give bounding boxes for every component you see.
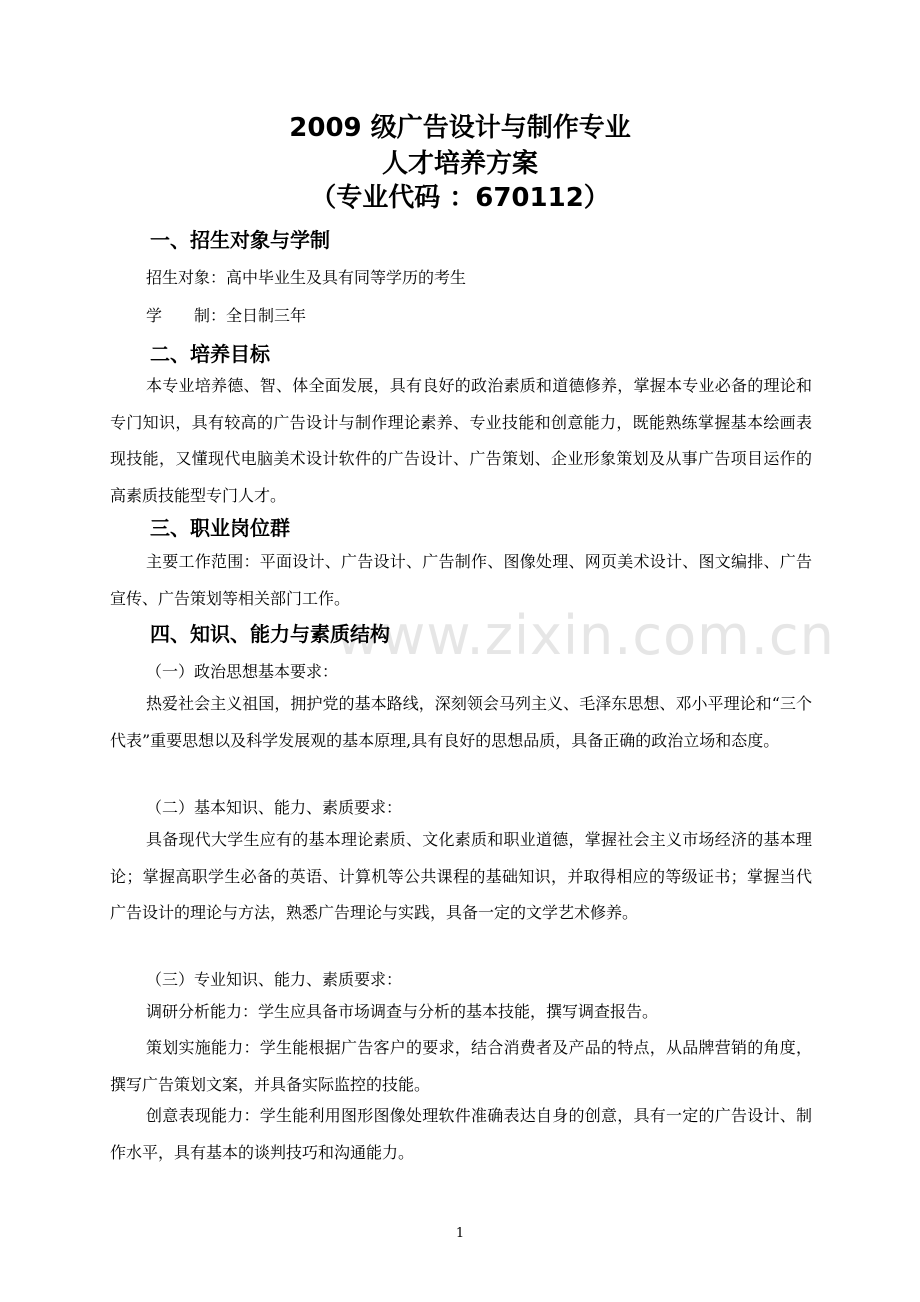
- section-heading-4: 四、知识、能力与素质结构: [150, 622, 390, 646]
- section-heading-1: 一、招生对象与学制: [150, 228, 330, 252]
- enrollment-target: [146, 266, 466, 290]
- subsection-heading-3: （三）专业知识、能力、素质要求：: [146, 970, 403, 989]
- research-analysis-paragraph: 调研分析能力：学生应具备市场调查与分析的基本技能，撰写调查报告。: [146, 1002, 659, 1021]
- watermark: www.zixin.com.cn: [336, 604, 835, 667]
- enrollment-target-value: 高中毕业生及具有同等学历的考生: [226, 268, 467, 287]
- document-title-line3: （专业代码 ：670112）: [310, 183, 610, 213]
- subsection-heading-1: （一）政治思想基本要求：: [146, 662, 339, 681]
- education-system-label: 学 制：: [146, 306, 227, 325]
- job-scope-paragraph: 主要工作范围：平面设计、广告设计、广告制作、图像处理、网页美术设计、图文编排、广告宣传、广告策划等相关部门工作。: [110, 552, 812, 608]
- training-goal-paragraph: 本专业培养德、智、体全面发展，具有良好的政治素质和道德修养，掌握本专业必备的理论和专门知识，具有较高的广告设计与制作理论素养、专业技能和创意能力，既能熟练掌握基本绘画表现技能，又懂现代电脑美术设计软件的广告设计、广告策划、企业形象策划及从事广告项目运作的高素质技能型专门人才。: [110, 376, 812, 505]
- document-title-line1: 2009 级广告设计与制作专业: [289, 113, 631, 143]
- political-requirements-paragraph: 热爱社会主义祖国，拥护党的基本路线，深刻领会马列主义、毛泽东思想、邓小平理论和“三个代表”重要思想以及科学发展观的基本原理,具有良好的思想品质，具备正确的政治立场和态度。: [110, 694, 812, 750]
- education-system-value: 全日制三年: [226, 306, 307, 325]
- enrollment-target-label: 招生对象：: [146, 268, 227, 287]
- planning-implementation-paragraph: 策划实施能力：学生能根据广告客户的要求，结合消费者及产品的特点，从品牌营销的角度，撰写广告策划文案，并具备实际监控的技能。: [110, 1038, 812, 1094]
- document-title-line2: 人才培养方案: [381, 149, 538, 179]
- page-number: 1: [455, 1226, 465, 1241]
- section-heading-2: 二、培养目标: [150, 342, 270, 366]
- creative-expression-paragraph: 创意表现能力：学生能利用图形图像处理软件准确表达自身的创意，具有一定的广告设计、制作水平，具有基本的谈判技巧和沟通能力。: [110, 1106, 812, 1162]
- education-system: [146, 304, 306, 328]
- subsection-heading-2: （二）基本知识、能力、素质要求：: [146, 798, 403, 817]
- basic-knowledge-paragraph: 具备现代大学生应有的基本理论素质、文化素质和职业道德，掌握社会主义市场经济的基本理论；掌握高职学生必备的英语、计算机等公共课程的基础知识，并取得相应的等级证书；掌握当代广告设计的理论与方法，熟悉广告理论与实践，具备一定的文学艺术修养。: [110, 830, 812, 922]
- section-heading-3: 三、职业岗位群: [150, 516, 290, 540]
